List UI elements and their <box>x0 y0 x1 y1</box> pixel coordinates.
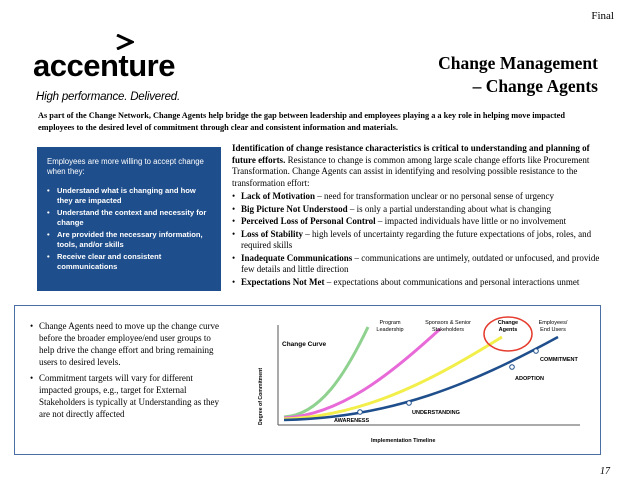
resistance-desc: – need for transformation unclear or no personal sense of urgency <box>315 191 555 201</box>
page-number: 17 <box>600 466 610 477</box>
resistance-desc: – communications are untimely, outdated or unfocused, and provide few details and little direction <box>241 252 600 274</box>
list-item: • Are provided the necessary information, tools, and/or skills <box>57 230 213 250</box>
chart-xlabel: Implementation Timeline <box>371 438 436 444</box>
list-item <box>232 253 604 276</box>
company-tagline: High performance. Delivered. <box>36 91 180 103</box>
list-item: • Understand what is changing and how they are impacted <box>57 186 213 206</box>
resistance-desc: – expectations about communications and personal interactions unmet <box>324 276 580 287</box>
resistance-list <box>232 191 604 288</box>
resistance-intro-bold: Identification of change resistance characteristics is critical to understanding and planning of future efforts. <box>232 143 590 165</box>
resistance-desc: – is only a partial understanding about what is changing <box>347 203 552 214</box>
willingness-box <box>37 147 221 291</box>
notes-list <box>30 320 220 420</box>
stage-label-awareness: AWARENESS <box>334 418 370 424</box>
resistance-term: Inadequate Communications <box>241 252 353 263</box>
group-label-agents: Change Agents <box>497 320 519 333</box>
list-item <box>232 277 604 289</box>
chart-title: Change Curve <box>282 341 327 348</box>
willingness-heading: Employees are more willing to accept change when they: <box>47 157 204 176</box>
resistance-term: Expectations Not Met <box>241 276 325 287</box>
commitment-marker <box>534 349 539 354</box>
list-item: • Understand the context and necessity for change <box>57 208 213 228</box>
resistance-term: Perceived Loss of Personal Control <box>241 216 376 226</box>
resistance-term: Loss of Stability <box>241 228 304 239</box>
willingness-list <box>47 186 213 272</box>
stage-label-understanding: UNDERSTANDING <box>412 410 460 416</box>
group-label-leadership: Program Leadership <box>376 320 404 333</box>
change-curve-diagram <box>240 315 585 453</box>
change-agent-notes <box>30 320 220 424</box>
list-item <box>232 229 604 252</box>
group-label-sponsors: Sponsors & Senior Stakeholders <box>425 320 471 333</box>
list-item <box>232 191 604 203</box>
page-title-line2: – Change Agents <box>472 76 598 96</box>
list-item: • Change Agents need to move up the change curve before the broader employee/end user groups to help drive the change effort and bring remaining users to desired levels. <box>30 320 220 368</box>
resistance-intro <box>232 143 604 189</box>
list-item <box>232 204 604 216</box>
stage-label-adoption: ADOPTION <box>515 376 545 382</box>
intro-paragraph: As part of the Change Network, Change Agents help bridge the gap between leadership and employees playing a a key role in helping move impacted employees to the desired level of commitment through clear and consistent information and materials. <box>38 111 565 132</box>
status-final-label: Final <box>591 10 614 22</box>
chart-ylabel: Degree of Commitment <box>258 367 264 425</box>
adoption-marker <box>510 365 515 370</box>
group-label-users: Employees/ End Users <box>538 320 568 333</box>
resistance-term: Big Picture Not Understood <box>241 203 348 214</box>
resistance-term: Lack of Motivation <box>241 191 315 201</box>
list-item <box>232 216 604 228</box>
resistance-section <box>232 143 604 289</box>
company-logo: accenture <box>33 48 175 83</box>
resistance-desc: – impacted individuals have little or no involvement <box>375 216 567 226</box>
list-item: • Commitment targets will vary for different impacted groups, e.g., target for External Stakeholders is typically at Understanding as they are not directly affected <box>30 372 220 420</box>
stage-label-commitment: COMMITMENT <box>540 357 578 363</box>
understanding-marker <box>407 401 412 406</box>
list-item: • Receive clear and consistent communications <box>57 252 213 272</box>
resistance-intro-rest: Resistance to change is common among large scale change efforts like Procurement Transformation. Change Agents can assist in identifying and resolving possible resistance to the transformation effort: <box>232 154 590 188</box>
resistance-desc: – high levels of uncertainty regarding the future expectations of jobs, roles, and required skills <box>241 228 592 250</box>
awareness-marker <box>358 410 363 415</box>
page-title-line1: Change Management <box>438 53 598 73</box>
